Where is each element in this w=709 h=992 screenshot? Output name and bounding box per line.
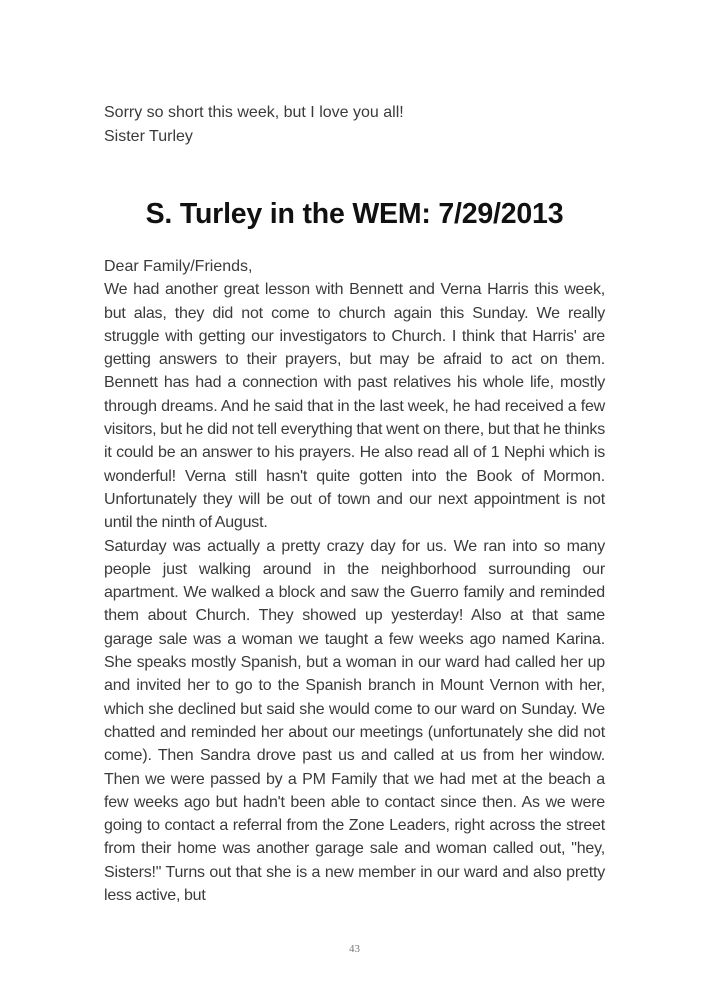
signature: Sister Turley	[104, 127, 193, 145]
post-title: S. Turley in the WEM: 7/29/2013	[145, 198, 564, 230]
paragraph: We had another great lesson with Bennett and Verna Harris this week, but alas, they did not come to church again this Sunday. We really struggle with getting our investigators to Church. I think that Harris' are getting answers to their prayers, but may be afraid to act on them. Bennett has had a connection with past relatives his whole life, mostly through dreams. And he said that in the last week, he had received a few visitors, but he did not tell everything that went on there, but that he thinks it could be an answer to his prayers. He also read all of 1 Nephi which is wonderful! Verna still hasn't quite gotten into the Book of Mormon. Unfortunately they will be out of town and our next appointment is not until the ninth of August.	[104, 281, 605, 532]
salutation: Dear Family/Friends,	[104, 258, 253, 275]
page-body	[104, 101, 605, 907]
page-number: 43	[349, 943, 360, 955]
closing-line: Sorry so short this week, but I love you all!	[104, 104, 404, 121]
paragraph: Saturday was actually a pretty crazy day for us. We ran into so many people just walking around in the neighborhood surrounding our apartment. We walked a block and saw the Guerro family and reminded them about Church. They showed up yesterday! Also at that same garage sale was a woman we taught a few weeks ago named Karina. She speaks mostly Spanish, but a woman in our ward had called her up and invited her to go to the Spanish branch in Mount Vernon with her, which she declined but said she would come to our ward on Sunday. We chatted and reminded her about our meetings (unfortunately she did not come). Then Sandra drove past us and called at us from her window. Then we were passed by a PM Family that we had met at the beach a few weeks ago but hadn't been able to contact since then. As we were going to contact a referral from the Zone Leaders, right across the street from their home was another garage sale and woman called out, "hey, Sisters!" Turns out that she is a new member in our ward and also pretty less active, but	[104, 537, 605, 905]
